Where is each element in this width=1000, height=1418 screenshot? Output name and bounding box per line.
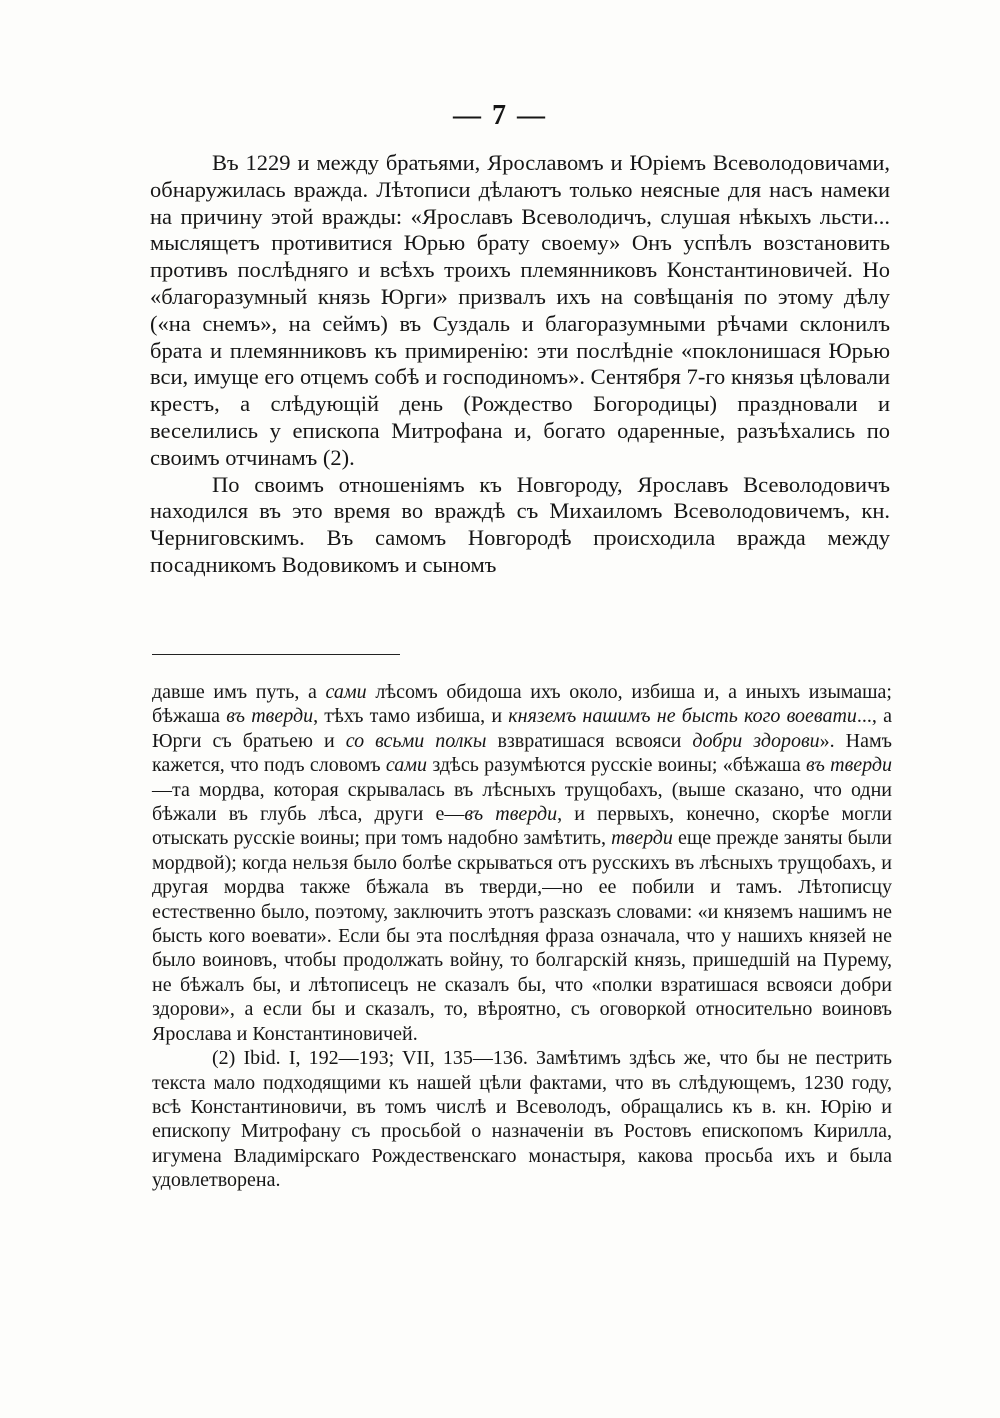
footnote-text: ». Намъ кажется, что подъ словомъ [152,729,892,777]
footnote-italic: добри здорови [692,729,820,752]
footnote-italic: въ тверди [806,754,892,777]
footnote-text: ..., а Юрги съ братьею и [152,705,892,752]
paragraph: По своимъ отношеніямъ къ Новгороду, Ярославъ Всеволодовичъ находился въ это время во враждѣ съ Михаиломъ Всеволодовичемъ, кн. Черниговскимъ. Въ самомъ Новгородѣ происходила вражда между посадникомъ Водовикомъ и сыномъ [150,471,890,577]
footnote-italic: княземъ нашимъ не бысть кого воевати [508,705,857,728]
footnote-italic: въ тверди [464,803,558,826]
footnote-text: давше имъ путь, а [152,681,326,703]
footnote-continued [152,680,892,1046]
footnote-text: здѣсь разумѣются русскіе воины; «бѣжаша [427,754,807,777]
main-text [150,150,890,579]
footnote-text: еще прежде заняты были мордвой); когда нельзя было болѣе скрываться отъ русскихъ въ лѣсныхъ трущобахъ, и другая мордва также бѣжала въ тверди,—но ее побили и тамъ. Лѣтописцу естественно было, поэтому, заключить этотъ разсказъ словами: «и княземъ нашимъ не бысть кого воевати». Если бы эта послѣдняя фраза означала, что у нашихъ князей не было воиновъ, чтобы продолжать войну, то болгарскій князь, пришедшій на Пурему, не бѣжалъ бы, и лѣтописецъ не сказалъ бы, что «полки взратишася всвояси добри здорови», а если бы и сказалъ, то, вѣроятно, съ оговоркой относительно воиновъ Ярослава и Константиновичей. [152,827,892,1045]
footnote-italic: тверди [611,827,673,850]
footnote-2: (2) Ibid. I, 192—193; VII, 135—136. Замѣтимъ здѣсь же, что бы не пестрить текста мало подходящими къ нашей цѣли фактами, что въ слѣдующемъ, 1230 году, всѣ Константиновичи, въ томъ числѣ и Всеволодъ, обращались къ в. кн. Юрію и епископу Митрофану съ просьбой о назначеніи въ Ростовъ епископомъ Кирилла, игумена Владимірскаго Рождественскаго монастыря, какова просьба ихъ и была удовлетворена. [152,1047,892,1192]
footnote-italic: сами [325,681,367,703]
footnote-text: взвратишася всвояси [486,729,693,752]
footnote-separator [152,654,400,655]
page-number: — 7 — [453,100,547,131]
paragraph: Въ 1229 и между братьями, Ярославомъ и Юріемъ Всеволодовичами, обнаружилась вражда. Лѣтописи дѣлаютъ только неясные для насъ намеки на причину этой вражды: «Ярославъ Всеволодичъ, слушая нѣкыхъ льсти... мыслящетъ противитися Юрью брату своему» Онъ успѣлъ возстановить противъ послѣдняго и всѣхъ троихъ племянниковъ Константиновичей. Но «благоразумный князь Юрги» призвалъ ихъ на совѣщанія по этому дѣлу («на снемъ», на сеймъ) въ Суздаль и благоразумными рѣчами склонилъ брата и племянниковъ къ примиренію: эти послѣдніе «поклонишася Юрью вси, имуще его отцемъ собѣ и господиномъ». Сентября 7-го князья цѣловали крестъ, а слѣдующій день (Рождество Богородицы) праздновали и веселились у епископа Митрофана и, богато одаренные, разъѣхались по своимъ отчинамъ (2). [150,150,890,470]
footnote-italic: въ тверди [226,705,314,728]
footnote-text: лѣсомъ обидоша ихъ около, избиша и, а иныхъ изымаша; бѣжаша [152,681,892,728]
footnote-italic: со всьми полкы [345,729,487,752]
footnotes [152,680,892,1193]
footnote-text: , тѣхъ тамо избиша, и [313,705,509,728]
footnote-italic: сами [385,754,428,777]
footnote-text: , и первыхъ, конечно, скорѣе могли отыскать русскіе воины; при томъ надобно замѣтить, [152,803,893,850]
footnote-text: —та мордва, которая скрывалась въ лѣсныхъ трущобахъ, (выше сказано, что одни бѣжали въ глубь лѣса, други е— [152,778,892,826]
